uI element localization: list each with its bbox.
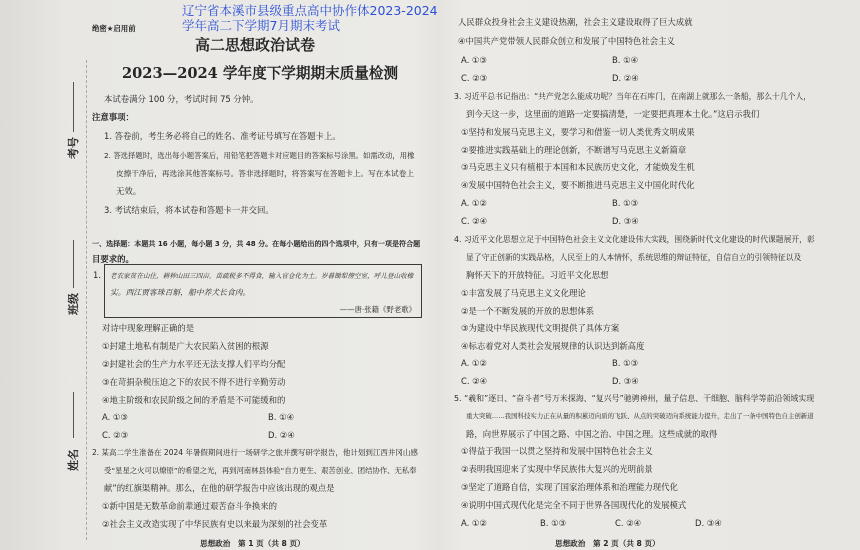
name-label: 姓名 <box>67 449 80 471</box>
question-stem-line: 3. 习近平总书记指出：“共产党怎么能成功呢？当年在石库门，在南湖上就那么一条船，那么十几个人， <box>454 92 812 101</box>
option-item: ④说明中国式现代化是完全不同于世界各国现代化的发展模式 <box>461 500 687 510</box>
notice-line: 1. 答卷前，考生务必将自己的姓名、准考证号填写在答题卡上。 <box>104 131 341 141</box>
option-item: 人民群众投身社会主义建设热潮，社会主义建设取得了巨大成就 <box>458 17 693 27</box>
exam-number-line <box>73 82 74 132</box>
page-footer: 思想政治 第 1 页（共 8 页） <box>200 539 305 548</box>
secret-mark: 绝密★启用前 <box>92 24 136 33</box>
poem-line: 老农家贫在山住，耕种山田三四亩。苗疏税多不得食，输入官仓化为土。岁暮锄犁傍空室，呼儿登山收橡 <box>110 272 414 280</box>
question-stem-line: 路，向世界展示了中国之路、中国之治、中国之理。这些成就的取得 <box>466 429 718 439</box>
question-stem-line: 5. “羲和”逐日、“奋斗者”号万米探海、“复兴号”驰骋神州，量子信息、干细胞、脑科学等前沿领域实现 <box>454 394 815 403</box>
answer-choice-b: B. ①④ <box>268 412 295 422</box>
answer-choice-d: D. ③④ <box>695 518 722 528</box>
question-stem-line: 2. 某高二学生准备在 2024 年暑假期间进行一场研学之旅并撰写研学报告，他计划到江西井冈山感 <box>92 448 418 457</box>
exam-subtitle: 2023—2024 学年度下学期期末质量检测 <box>122 65 399 82</box>
question-stem-line: 到今天这一步，这里面的道路一定要搞清楚，一定要把真理本土化。”这启示我们 <box>466 109 760 119</box>
document-banner-line-1: 辽宁省本溪市县级重点高中协作体2023-2024 <box>182 3 438 18</box>
notice-line: 2. 答选择题时，选出每小题答案后，用铅笔把答题卡对应题目的答案标号涂黑。如需改动，用橡 <box>104 151 415 160</box>
notice-line: 3. 考试结束后，将本试卷和答题卡一并交回。 <box>104 205 274 215</box>
exam-number-label: 考号 <box>67 137 80 159</box>
answer-choice-a: A. ①③ <box>461 55 487 65</box>
answer-choice-b: B. ①④ <box>612 55 639 65</box>
option-item: ①坚持和发展马克思主义，要学习和借鉴一切人类优秀文明成果 <box>461 127 695 137</box>
answer-choice-c: C. ②④ <box>461 216 488 226</box>
answer-choice-d: D. ③④ <box>612 376 639 386</box>
option-item: ③为建设中华民族现代文明提供了具体方案 <box>461 323 620 333</box>
question-stem-line: 显了守正创新的实践品格，人民至上的人本情怀，系统思维的辩证特征，自信自立的引领特征以及 <box>466 253 802 262</box>
question-stem-line: 对诗中现象理解正确的是 <box>102 323 195 333</box>
answer-choice-d: D. ②④ <box>612 73 639 83</box>
page-footer: 思想政治 第 2 页（共 8 页） <box>555 539 660 548</box>
binding-dashed-line <box>86 60 87 540</box>
question-stem-line: 重大突破……我国科技实力正在从量的积累迈向质的飞跃、从点的突破迈向系统能力提升，走出了一条中国特色自主创新道 <box>466 412 814 420</box>
poem-line: 实。西江贾客珠百斛，船中养犬长食肉。 <box>110 288 251 297</box>
poem-source: ——唐·张籍《野老歌》 <box>339 305 416 314</box>
answer-choice-a: A. ①② <box>461 198 487 208</box>
answer-choice-a: A. ①③ <box>102 412 128 422</box>
option-item: ②表明我国迎来了实现中华民族伟大复兴的光明前景 <box>461 464 653 474</box>
answer-choice-a: A. ①② <box>461 518 487 528</box>
option-item: ①新中国是无数革命前辈通过艰苦奋斗争换来的 <box>102 501 278 511</box>
document-banner-line-2: 学年高二下学期7月期末考试 <box>182 18 340 33</box>
notice-line: 无效。 <box>116 186 142 196</box>
option-item: ①封建土地私有制是广大农民陷入贫困的根源 <box>102 341 269 351</box>
answer-choice-c: C. ②③ <box>461 73 488 83</box>
option-item: ③在苛捐杂税压迫之下的农民不得不进行辛勤劳动 <box>102 377 286 387</box>
class-label: 班级 <box>67 293 80 315</box>
option-item: ②社会主义改造实现了中华民族有史以来最为深刻的社会变革 <box>102 519 328 529</box>
answer-choice-b: B. ①③ <box>612 358 639 368</box>
answer-choice-c: C. ②④ <box>615 518 642 528</box>
option-item: ②是一个不断发展的开放的思想体系 <box>461 306 595 316</box>
question-stem-line: 胸怀天下的开放特征。习近平文化思想 <box>466 270 609 280</box>
option-item: ④地主阶级和农民阶级之间的矛盾是不可能缓和的 <box>102 395 286 405</box>
name-line <box>73 392 74 438</box>
option-item: ④标志着党对人类社会发展规律的认识达到新高度 <box>461 341 645 351</box>
section-heading-line: 一、选择题：本题共 16 小题，每小题 3 分，共 48 分。在每小题给出的四个选项中，只有一项是符合题 <box>92 239 420 248</box>
question-stem-line: 受“星星之火可以燎原”的希望之光，再到河南林县体验“自力更生、艰苦创业、团结协作、无私奉 <box>104 466 417 475</box>
answer-choice-c: C. ②④ <box>461 376 488 386</box>
answer-choice-b: B. ①③ <box>612 198 639 208</box>
notice-line: 皮擦干净后，再选涂其他答案标号。答非选择题时，将答案写在答题卡上。写在本试卷上 <box>116 169 414 178</box>
question-stem-line: 4. 习近平文化思想立足于中国特色社会主义文化建设伟大实践，围绕新时代文化建设的时代课题展开，彰 <box>454 235 815 244</box>
answer-choice-d: D. ②④ <box>268 430 295 440</box>
option-item: ④中国共产党带领人民群众创立和发展了中国特色社会主义 <box>458 36 675 46</box>
answer-choice-a: A. ①② <box>461 358 487 368</box>
question-number: 1. <box>93 270 101 280</box>
exam-title: 高二思想政治试卷 <box>195 36 316 54</box>
option-item: ③坚定了道路自信，实现了国家治理体系和治理能力现代化 <box>461 482 678 492</box>
class-line <box>73 240 74 288</box>
option-item: ①丰富发展了马克思主义文化理论 <box>461 288 586 298</box>
answer-choice-c: C. ②③ <box>102 430 129 440</box>
section-heading-line: 目要求的。 <box>92 254 134 264</box>
question-stem-line: 献”的红旗渠精神。那么，在他的研学报告中应该出现的观点是 <box>104 483 335 493</box>
option-item: ④发展中国特色社会主义，要不断推进马克思主义中国化时代化 <box>461 180 695 190</box>
answer-choice-b: B. ①③ <box>540 518 567 528</box>
notes-heading: 注意事项： <box>92 112 134 122</box>
option-item: ②要推进实践基础上的理论创新，不断谱写马克思主义新篇章 <box>461 145 687 155</box>
answer-choice-d: D. ③④ <box>612 216 639 226</box>
score-note: 本试卷满分 100 分，考试时间 75 分钟。 <box>104 94 259 104</box>
option-item: ③马克思主义只有植根于本国和本民族历史文化，才能焕发生机 <box>461 162 695 172</box>
option-item: ①得益于我国一以贯之坚持和发展中国特色社会主义 <box>461 446 653 456</box>
option-item: ②封建社会的生产力水平还无法支撑人们平均分配 <box>102 359 286 369</box>
